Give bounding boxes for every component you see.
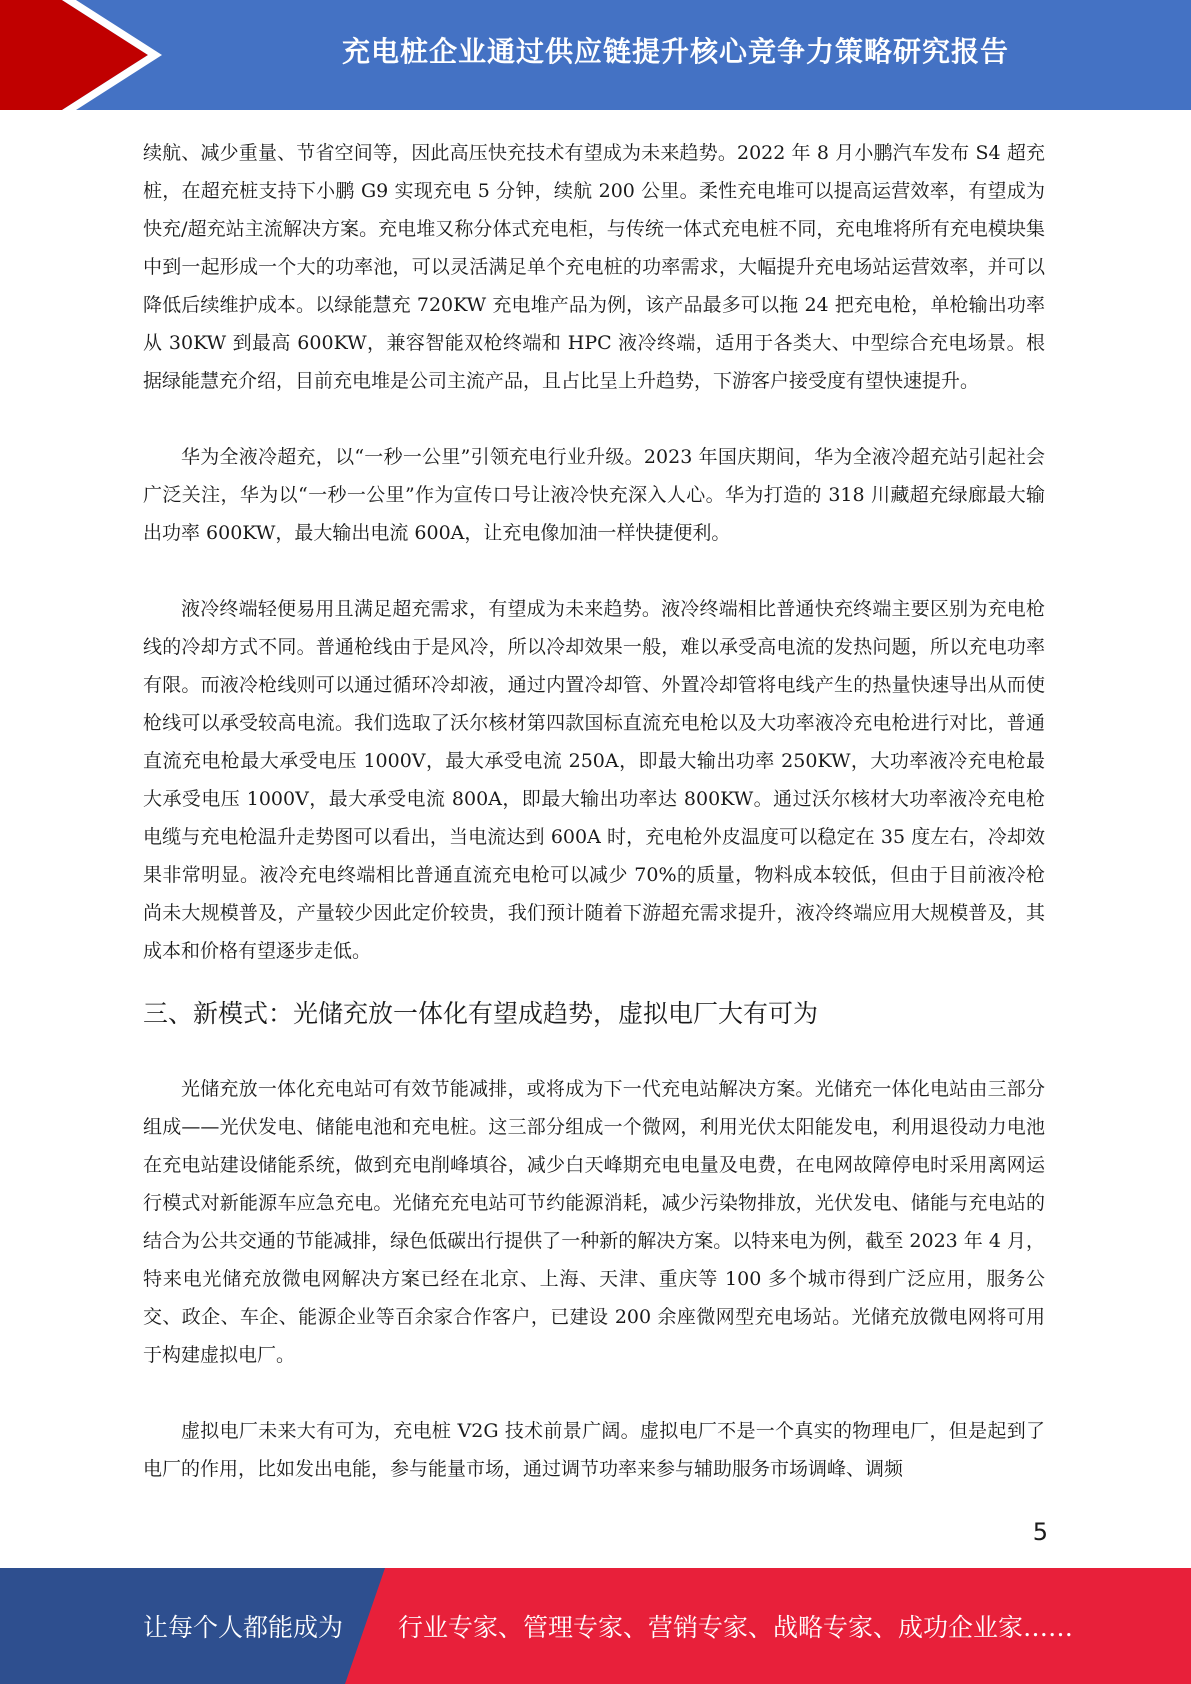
paragraph: 虚拟电厂未来大有可为，充电桩 V2G 技术前景广阔。虚拟电厂不是一个真实的物理电厂，但是起到了电厂的作用，比如发出电能，参与能量市场，通过调节功率来参与辅助服务市场调峰、调频 (143, 1420, 1045, 1480)
document-body (143, 134, 1045, 1526)
page-footer (0, 1568, 1191, 1684)
footer-slogan-left: 让每个人都能成为 (143, 1613, 344, 1642)
report-title: 充电桩企业通过供应链提升核心竞争力策略研究报告 (341, 35, 1009, 68)
page-header (0, 0, 1191, 110)
section-heading: 三、新模式：光储充放一体化有望成趋势，虚拟电厂大有可为 (143, 999, 819, 1028)
paragraph: 续航、减少重量、节省空间等，因此高压快充技术有望成为未来趋势。2022 年 8 月小鹏汽车发布 S4 超充桩，在超充桩支持下小鹏 G9 实现充电 5 分钟，续航 200 公里。柔性充电堆可以提高运营效率，有望成为快充/超充站主流解决方案。充电堆又称分体式充电柜，与传统一体式充电桩不同，充电堆将所有充电模块集中到一起形成一个大的功率池，可以灵活满足单个充电桩的功率需求，大幅提升充电场站运营效率，并可以降低后续维护成本。以绿能慧充 720KW 充电堆产品为例，该产品最多可以拖 24 把充电枪，单枪输出功率从 30KW 到最高 600KW，兼容智能双枪终端和 HPC 液冷终端，适用于各类大、中型综合充电场景。根据绿能慧充介绍，目前充电堆是公司主流产品，且占比呈上升趋势，下游客户接受度有望快速提升。 (143, 142, 1045, 392)
paragraph: 华为全液冷超充，以“一秒一公里”引领充电行业升级。2023 年国庆期间，华为全液冷超充站引起社会广泛关注，华为以“一秒一公里”作为宣传口号让液冷快充深入人心。华为打造的 318 川藏超充绿廊最大输出功率 600KW，最大输出电流 600A，让充电像加油一样快捷便利。 (143, 446, 1045, 544)
paragraph: 液冷终端轻便易用且满足超充需求，有望成为未来趋势。液冷终端相比普通快充终端主要区别为充电枪线的冷却方式不同。普通枪线由于是风冷，所以冷却效果一般，难以承受高电流的发热问题，所以充电功率有限。而液冷枪线则可以通过循环冷却液，通过内置冷却管、外置冷却管将电线产生的热量快速导出从而使枪线可以承受较高电流。我们选取了沃尔核材第四款国标直流充电枪以及大功率液冷充电枪进行对比，普通直流充电枪最大承受电压 1000V，最大承受电流 250A，即最大输出功率 250KW，大功率液冷充电枪最大承受电压 1000V，最大承受电流 800A，即最大输出功率达 800KW。通过沃尔核材大功率液冷充电枪电缆与充电枪温升走势图可以看出，当电流达到 600A 时，充电枪外皮温度可以稳定在 35 度左右，冷却效果非常明显。液冷充电终端相比普通直流充电枪可以减少 70%的质量，物料成本较低，但由于目前液冷枪尚未大规模普及，产量较少因此定价较贵，我们预计随着下游超充需求提升，液冷终端应用大规模普及，其成本和价格有望逐步走低。 (143, 598, 1045, 962)
page-number: 5 (1032, 1518, 1048, 1546)
footer-slogan-right: 行业专家、管理专家、营销专家、战略专家、成功企业家…… (398, 1613, 1074, 1642)
paragraph: 光储充放一体化充电站可有效节能减排，或将成为下一代充电站解决方案。光储充一体化电站由三部分组成——光伏发电、储能电池和充电桩。这三部分组成一个微网，利用光伏太阳能发电，利用退役动力电池在充电站建设储能系统，做到充电削峰填谷，减少白天峰期充电电量及电费，在电网故障停电时采用离网运行模式对新能源车应急充电。光储充充电站可节约能源消耗，减少污染物排放，光伏发电、储能与充电站的结合为公共交通的节能减排，绿色低碳出行提供了一种新的解决方案。以特来电为例，截至 2023 年 4 月，特来电光储充放微电网解决方案已经在北京、上海、天津、重庆等 100 多个城市得到广泛应用，服务公交、政企、车企、能源企业等百余家合作客户，已建设 200 余座微网型充电场站。光储充放微电网将可用于构建虚拟电厂。 (143, 1078, 1045, 1366)
